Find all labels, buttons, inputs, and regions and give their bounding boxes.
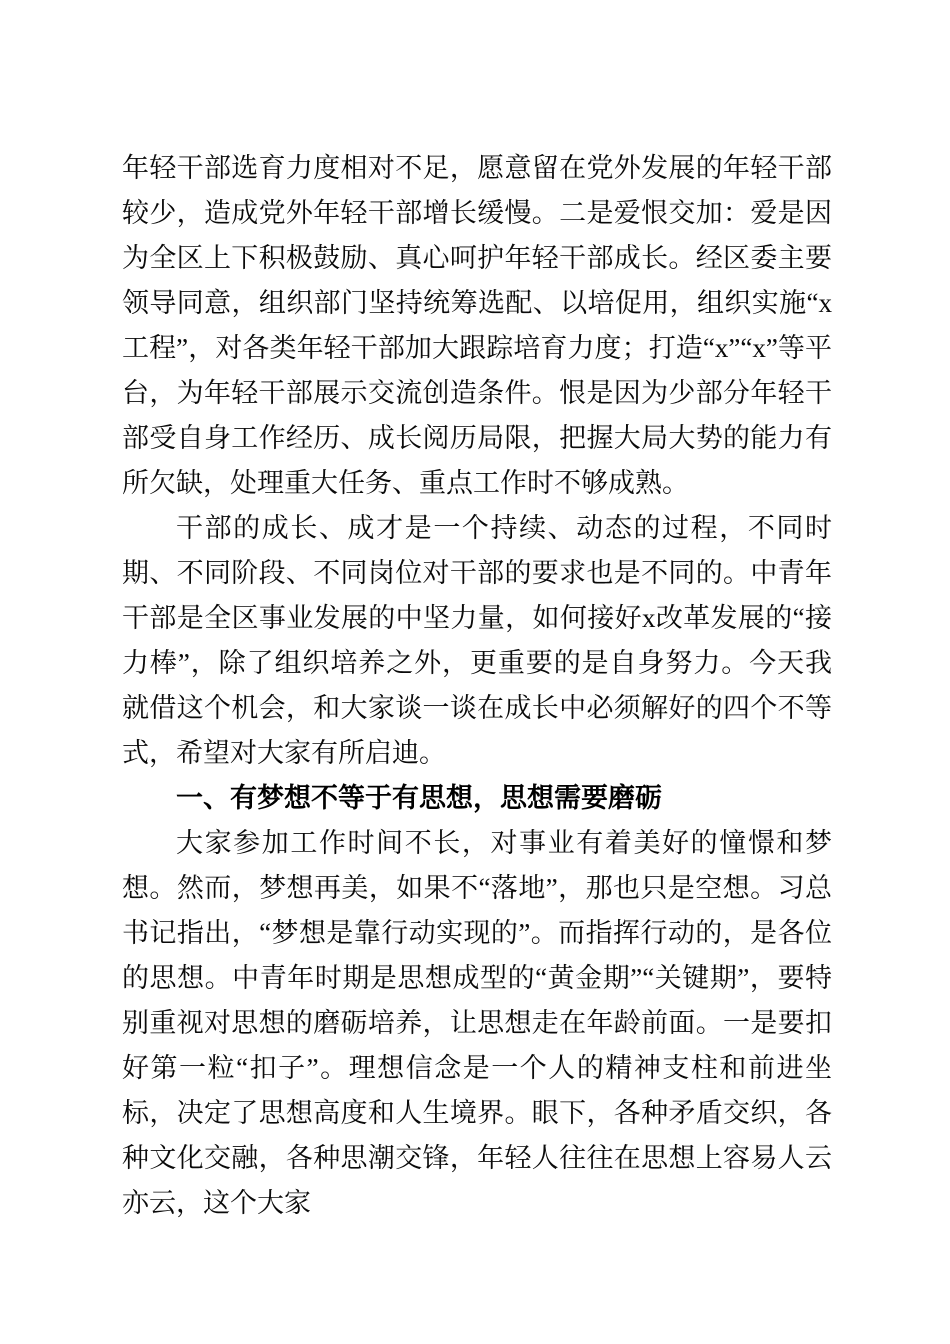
paragraph: 大家参加工作时间不长，对事业有着美好的憧憬和梦想。然而，梦想再美，如果不“落地”，那也只是空想。习总书记指出，“梦想是靠行动实现的”。而指挥行动的，是各位的思想。中青年时期是思想成型的“黄金期”“关键期”，要特别重视对思想的磨砺培养，让思想走在年龄前面。一是要扣好第一粒“扣子”。理想信念是一个人的精神支柱和前进坐标，决定了思想高度和人生境界。眼下，各种矛盾交织，各种文化交融，各种思潮交锋，年轻人往往在思想上容易人云亦云，这个大家 [122,828,832,1218]
paragraph-continuation: 年轻干部选育力度相对不足，愿意留在党外发展的年轻干部较少，造成党外年轻干部增长缓慢。二是爱恨交加：爱是因为全区上下积极鼓励、真心呵护年轻干部成长。经区委主要领导同意，组织部门坚持统筹选配、以培促用，组织实施“x工程”，对各类年轻干部加大跟踪培育力度；打造“x”“x”等平台，为年轻干部展示交流创造条件。恨是因为少部分年轻干部受自身工作经历、成长阅历局限，把握大局大势的能力有所欠缺，处理重大任务、重点工作时不够成熟。 [122,153,832,498]
section-heading: 一、有梦想不等于有思想，思想需要磨砺 [176,783,662,813]
paragraph: 干部的成长、成才是一个持续、动态的过程，不同时期、不同阶段、不同岗位对干部的要求也是不同的。中青年干部是全区事业发展的中坚力量，如何接好x改革发展的“接力棒”，除了组织培养之外，更重要的是自身努力。今天我就借这个机会，和大家谈一谈在成长中必须解好的四个不等式，希望对大家有所启迪。 [122,513,832,768]
